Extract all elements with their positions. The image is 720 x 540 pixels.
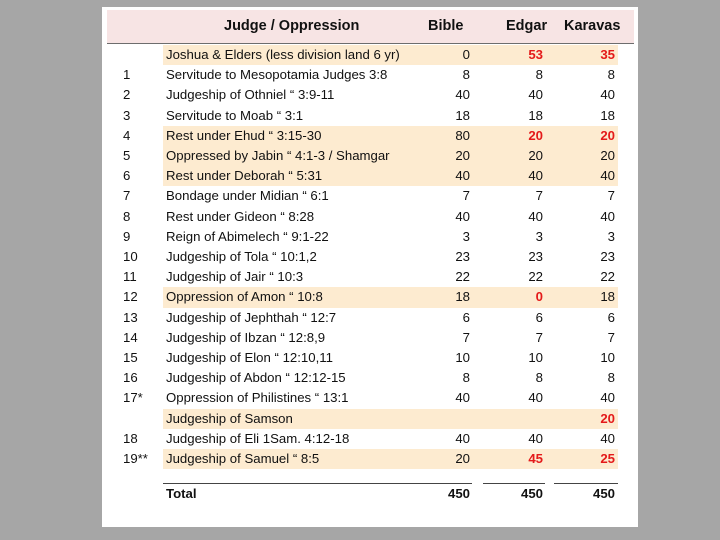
row-bible-years: 10 xyxy=(455,350,470,365)
row-number: 10 xyxy=(123,249,138,264)
total-karavas: 450 xyxy=(592,486,615,501)
table-row xyxy=(102,227,638,247)
row-judge-oppression: Oppression of Philistines “ 13:1 xyxy=(166,390,349,406)
row-judge-oppression: Rest under Deborah “ 5:31 xyxy=(166,168,323,184)
row-edgar-years: 0 xyxy=(535,289,543,305)
row-edgar-years: 6 xyxy=(535,309,543,325)
row-number: 18 xyxy=(123,430,138,446)
row-karavas-years: 7 xyxy=(607,188,615,204)
row-karavas-years: 7 xyxy=(607,329,615,345)
row-edgar-years: 7 xyxy=(535,329,543,345)
row-edgar-years: 23 xyxy=(528,249,543,264)
row-judge-oppression: Rest under Ehud “ 3:15-30 xyxy=(166,127,322,143)
row-edgar-years: 3 xyxy=(535,228,543,244)
row-number: 12 xyxy=(123,289,138,305)
row-karavas-years: 6 xyxy=(607,309,615,325)
row-judge-oppression: Judgeship of Jephthah “ 12:7 xyxy=(166,309,337,325)
table-row xyxy=(102,126,638,146)
row-number: 14 xyxy=(123,329,138,345)
row-karavas-years: 8 xyxy=(607,370,615,386)
row-karavas-years: 40 xyxy=(600,390,615,406)
row-karavas-years: 25 xyxy=(600,451,615,466)
table-row xyxy=(102,287,638,307)
table-body xyxy=(102,7,638,527)
row-edgar-years: 22 xyxy=(528,269,543,285)
row-number: 6 xyxy=(123,168,131,184)
header-judge-oppression: Judge / Oppression xyxy=(224,18,360,34)
row-karavas-years: 22 xyxy=(600,269,615,285)
table-row xyxy=(102,247,638,267)
row-bible-years: 3 xyxy=(462,228,470,244)
row-judge-oppression: Judgeship of Tola “ 10:1,2 xyxy=(166,249,317,264)
row-judge-oppression: Oppressed by Jabin “ 4:1-3 / Shamgar xyxy=(166,148,390,163)
row-bible-years: 7 xyxy=(462,329,470,345)
row-judge-oppression: Judgeship of Jair “ 10:3 xyxy=(166,269,304,285)
row-bible-years: 7 xyxy=(462,188,470,204)
table-row xyxy=(102,186,638,206)
row-edgar-years: 40 xyxy=(528,390,543,406)
row-bible-years: 40 xyxy=(455,87,470,103)
row-bible-years: 18 xyxy=(455,289,470,305)
row-judge-oppression: Judgeship of Ibzan “ 12:8,9 xyxy=(166,329,326,345)
row-edgar-years: 45 xyxy=(528,451,543,466)
row-judge-oppression: Judgeship of Elon “ 12:10,11 xyxy=(166,350,333,365)
row-karavas-years: 18 xyxy=(600,107,615,123)
row-number: 7 xyxy=(123,188,131,204)
row-bible-years: 40 xyxy=(455,430,470,446)
row-number: 17* xyxy=(123,390,143,406)
row-edgar-years: 20 xyxy=(528,127,543,143)
table-row xyxy=(102,85,638,105)
row-bible-years: 22 xyxy=(455,269,470,285)
row-karavas-years: 40 xyxy=(600,430,615,446)
table-row xyxy=(102,449,638,469)
row-karavas-years: 40 xyxy=(600,208,615,224)
row-bible-years: 6 xyxy=(462,309,470,325)
row-number: 3 xyxy=(123,107,131,123)
row-judge-oppression: Servitude to Moab “ 3:1 xyxy=(166,107,304,123)
row-judge-oppression: Judgeship of Othniel “ 3:9-11 xyxy=(166,87,335,103)
row-bible-years: 40 xyxy=(455,168,470,184)
row-bible-years: 0 xyxy=(462,47,470,62)
row-number: 19** xyxy=(123,451,148,466)
table-sheet xyxy=(102,7,638,527)
row-judge-oppression: Judgeship of Abdon “ 12:12-15 xyxy=(166,370,346,386)
row-bible-years: 40 xyxy=(455,390,470,406)
total-row xyxy=(102,483,638,505)
row-number: 16 xyxy=(123,370,138,386)
row-karavas-years: 23 xyxy=(600,249,615,264)
row-edgar-years: 40 xyxy=(528,168,543,184)
row-judge-oppression: Servitude to Mesopotamia Judges 3:8 xyxy=(166,67,388,83)
header-bible: Bible xyxy=(428,18,464,34)
header-karavas: Karavas xyxy=(564,18,621,34)
table-row xyxy=(102,328,638,348)
total-edgar: 450 xyxy=(520,486,543,501)
row-judge-oppression: Oppression of Amon “ 10:8 xyxy=(166,289,323,305)
row-number: 1 xyxy=(123,67,131,83)
total-bible: 450 xyxy=(447,486,470,501)
row-bible-years: 23 xyxy=(455,249,470,264)
row-number: 11 xyxy=(123,269,137,285)
row-judge-oppression: Judgeship of Samson xyxy=(166,410,293,426)
row-bible-years: 20 xyxy=(455,451,470,466)
table-row xyxy=(102,146,638,166)
table-row xyxy=(102,308,638,328)
row-number: 2 xyxy=(123,87,131,103)
row-judge-oppression: Bondage under Midian “ 6:1 xyxy=(166,188,329,204)
total-label: Total xyxy=(166,486,197,501)
table-row xyxy=(102,207,638,227)
row-judge-oppression: Reign of Abimelech “ 9:1-22 xyxy=(166,228,329,244)
row-number: 9 xyxy=(123,228,131,244)
table-row xyxy=(102,267,638,287)
table-row xyxy=(102,348,638,368)
row-bible-years: 40 xyxy=(455,208,470,224)
row-judge-oppression: Joshua & Elders (less division land 6 yr) xyxy=(166,47,400,62)
row-karavas-years: 18 xyxy=(600,289,615,305)
row-number: 5 xyxy=(123,148,131,163)
row-bible-years: 8 xyxy=(462,370,470,386)
table-row xyxy=(102,65,638,85)
row-edgar-years: 8 xyxy=(535,370,543,386)
row-edgar-years: 8 xyxy=(535,67,543,83)
row-judge-oppression: Rest under Gideon “ 8:28 xyxy=(166,208,315,224)
row-karavas-years: 20 xyxy=(600,410,615,426)
row-bible-years: 20 xyxy=(455,148,470,163)
table-row xyxy=(102,45,638,65)
table-row xyxy=(102,388,638,408)
row-edgar-years: 10 xyxy=(528,350,543,365)
table-row xyxy=(102,106,638,126)
row-karavas-years: 3 xyxy=(607,228,615,244)
table-row xyxy=(102,429,638,449)
row-karavas-years: 20 xyxy=(600,127,615,143)
row-number: 8 xyxy=(123,208,131,224)
row-edgar-years: 40 xyxy=(528,208,543,224)
table-row xyxy=(102,409,638,429)
row-karavas-years: 40 xyxy=(600,87,615,103)
table-row xyxy=(102,166,638,186)
row-karavas-years: 40 xyxy=(600,168,615,184)
row-karavas-years: 35 xyxy=(600,47,615,62)
row-edgar-years: 40 xyxy=(528,87,543,103)
row-edgar-years: 40 xyxy=(528,430,543,446)
row-number: 15 xyxy=(123,350,138,365)
row-bible-years: 80 xyxy=(455,127,470,143)
header-edgar: Edgar xyxy=(506,18,548,34)
row-judge-oppression: Judgeship of Eli 1Sam. 4:12-18 xyxy=(166,430,350,446)
row-edgar-years: 18 xyxy=(528,107,543,123)
row-karavas-years: 10 xyxy=(600,350,615,365)
row-number: 13 xyxy=(123,309,138,325)
row-edgar-years: 7 xyxy=(535,188,543,204)
row-karavas-years: 20 xyxy=(600,148,615,163)
row-judge-oppression: Judgeship of Samuel “ 8:5 xyxy=(166,451,320,466)
row-edgar-years: 20 xyxy=(528,148,543,163)
row-bible-years: 8 xyxy=(462,67,470,83)
table-row xyxy=(102,368,638,388)
row-bible-years: 18 xyxy=(455,107,470,123)
row-number: 4 xyxy=(123,127,131,143)
row-karavas-years: 8 xyxy=(607,67,615,83)
row-edgar-years: 53 xyxy=(528,47,543,62)
